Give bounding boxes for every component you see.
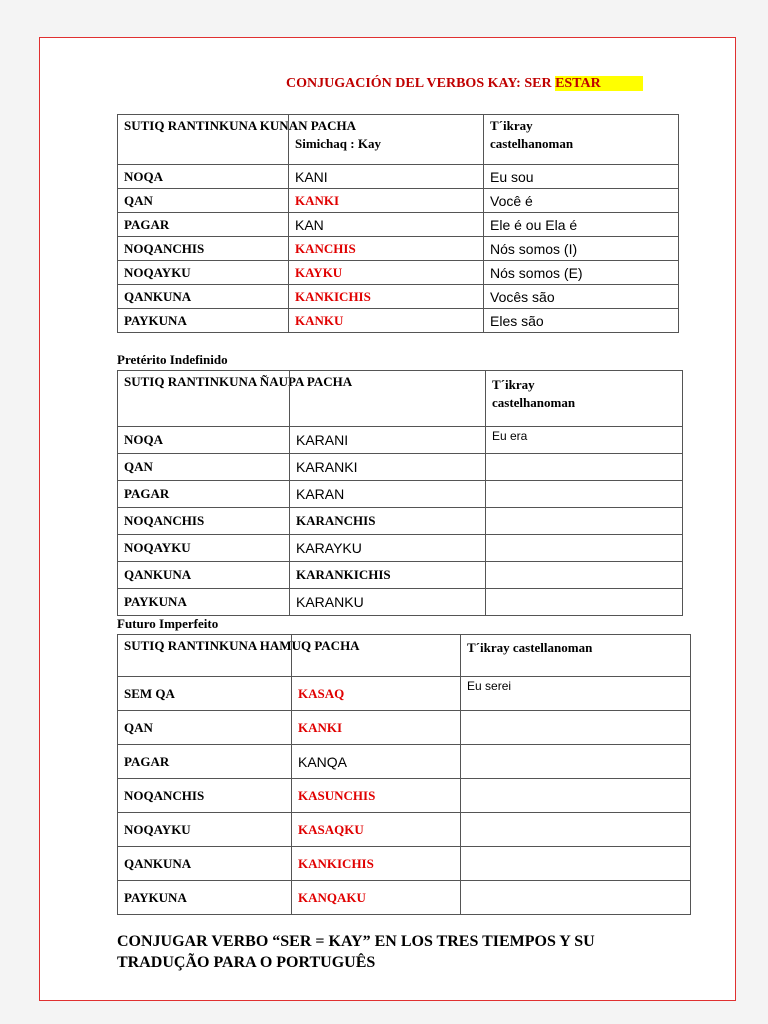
portuguese-cell [461, 745, 691, 779]
table-row [118, 427, 683, 454]
table-row [118, 165, 679, 189]
header-col3-line1: T´ikray [490, 118, 533, 133]
footer-instruction [117, 931, 595, 973]
verb-cell: KARANI [290, 427, 486, 454]
portuguese-cell: Ele é ou Ela é [484, 213, 679, 237]
portuguese-cell [486, 535, 683, 562]
header-col1: SUTIQ RANTINKUNA HAMUQ PACHA [124, 638, 360, 653]
header-divider [291, 635, 292, 676]
portuguese-cell: Eu sou [484, 165, 679, 189]
header-col3-line2: castelhanoman [492, 395, 576, 410]
verb-cell: KARAYKU [290, 535, 486, 562]
pronoun-cell: NOQANCHIS [118, 508, 290, 535]
verb-cell: KAN [289, 213, 484, 237]
verb-cell: KANQA [292, 745, 461, 779]
verb-cell: KARANCHIS [290, 508, 486, 535]
portuguese-cell [486, 481, 683, 508]
portuguese-cell: Eles são [484, 309, 679, 333]
pronoun-cell: QANKUNA [118, 562, 290, 589]
header-col3-line2: castelhanoman [490, 136, 574, 151]
verb-cell: KANCHIS [289, 237, 484, 261]
header-col2: Simichaq : Kay [295, 136, 381, 151]
verb-cell: KASAQKU [292, 813, 461, 847]
future-table [117, 634, 691, 915]
verb-cell: KASAQ [292, 677, 461, 711]
pronoun-cell: NOQA [118, 165, 289, 189]
pronoun-cell: PAGAR [118, 213, 289, 237]
verb-cell: KANKI [289, 189, 484, 213]
header-cell [118, 371, 486, 427]
verb-cell: KANQAKU [292, 881, 461, 915]
verb-cell: KARAN [290, 481, 486, 508]
header-col3 [486, 371, 683, 427]
table-row [118, 508, 683, 535]
verb-cell: KANKICHIS [289, 285, 484, 309]
table-row [118, 847, 691, 881]
portuguese-cell [461, 813, 691, 847]
header-col1: SUTIQ RANTINKUNA KUNAN PACHA [124, 118, 356, 133]
pronoun-cell: QAN [118, 711, 292, 745]
table-header-row [118, 371, 683, 427]
pronoun-cell: PAYKUNA [118, 589, 290, 616]
pronoun-cell: NOQAYKU [118, 535, 290, 562]
header-col3: T´ikray castellanoman [461, 635, 691, 677]
pronoun-cell: NOQAYKU [118, 813, 292, 847]
table-row [118, 813, 691, 847]
header-col3 [484, 115, 679, 165]
header-cell [118, 635, 461, 677]
header-col1: SUTIQ RANTINKUNA ÑAUPA PACHA [124, 374, 353, 389]
pronoun-cell: PAGAR [118, 481, 290, 508]
portuguese-cell: Nós somos (I) [484, 237, 679, 261]
table-row [118, 213, 679, 237]
pronoun-cell: QANKUNA [118, 285, 289, 309]
table-row [118, 285, 679, 309]
table-header-row [118, 635, 691, 677]
table-row [118, 261, 679, 285]
title-main: CONJUGACIÓN DEL VERBOS KAY: SER [286, 76, 556, 91]
header-col3-line1: T´ikray [492, 377, 535, 392]
table-row [118, 454, 683, 481]
portuguese-cell [486, 589, 683, 616]
pronoun-cell: SEM QA [118, 677, 292, 711]
table-header-row [118, 115, 679, 165]
verb-cell: KANKU [289, 309, 484, 333]
verb-cell: KANI [289, 165, 484, 189]
portuguese-cell: Você é [484, 189, 679, 213]
header-divider [289, 371, 290, 426]
header-divider [288, 115, 289, 164]
verb-cell: KAYKU [289, 261, 484, 285]
document-title [286, 76, 643, 92]
pronoun-cell: QANKUNA [118, 847, 292, 881]
pronoun-cell: NOQAYKU [118, 261, 289, 285]
title-highlight: ESTAR [555, 76, 643, 91]
portuguese-cell [486, 562, 683, 589]
table-row [118, 745, 691, 779]
portuguese-cell [461, 711, 691, 745]
portuguese-cell [461, 779, 691, 813]
pronoun-cell: PAYKUNA [118, 309, 289, 333]
pronoun-cell: QAN [118, 189, 289, 213]
table-row [118, 189, 679, 213]
table-row [118, 562, 683, 589]
section-label-preterito: Pretérito Indefinido [117, 352, 228, 367]
footer-line2: TRADUÇÃO PARA O PORTUGUÊS [117, 954, 376, 971]
table-row [118, 589, 683, 616]
table-row [118, 535, 683, 562]
pronoun-cell: QAN [118, 454, 290, 481]
pronoun-cell: PAYKUNA [118, 881, 292, 915]
pronoun-cell: NOQANCHIS [118, 779, 292, 813]
preterite-table [117, 370, 683, 616]
verb-cell: KARANKICHIS [290, 562, 486, 589]
verb-cell: KASUNCHIS [292, 779, 461, 813]
verb-cell: KANKICHIS [292, 847, 461, 881]
pronoun-cell: NOQA [118, 427, 290, 454]
portuguese-cell [461, 881, 691, 915]
portuguese-cell [461, 847, 691, 881]
section-label-futuro: Futuro Imperfeito [117, 616, 219, 631]
table-row [118, 677, 691, 711]
table-row [118, 779, 691, 813]
portuguese-cell: Eu serei [461, 677, 691, 711]
table-row [118, 237, 679, 261]
portuguese-cell: Nós somos (E) [484, 261, 679, 285]
table-row [118, 881, 691, 915]
table-row [118, 481, 683, 508]
verb-cell: KARANKU [290, 589, 486, 616]
pronoun-cell: NOQANCHIS [118, 237, 289, 261]
portuguese-cell [486, 454, 683, 481]
portuguese-cell: Eu era [486, 427, 683, 454]
present-tense-table [117, 114, 679, 333]
portuguese-cell [486, 508, 683, 535]
verb-cell: KARANKI [290, 454, 486, 481]
portuguese-cell: Vocês são [484, 285, 679, 309]
pronoun-cell: PAGAR [118, 745, 292, 779]
footer-line1: CONJUGAR VERBO “SER = KAY” EN LOS TRES TIEMPOS Y SU [117, 933, 595, 950]
table-row [118, 711, 691, 745]
header-cell [118, 115, 484, 165]
table-row [118, 309, 679, 333]
verb-cell: KANKI [292, 711, 461, 745]
